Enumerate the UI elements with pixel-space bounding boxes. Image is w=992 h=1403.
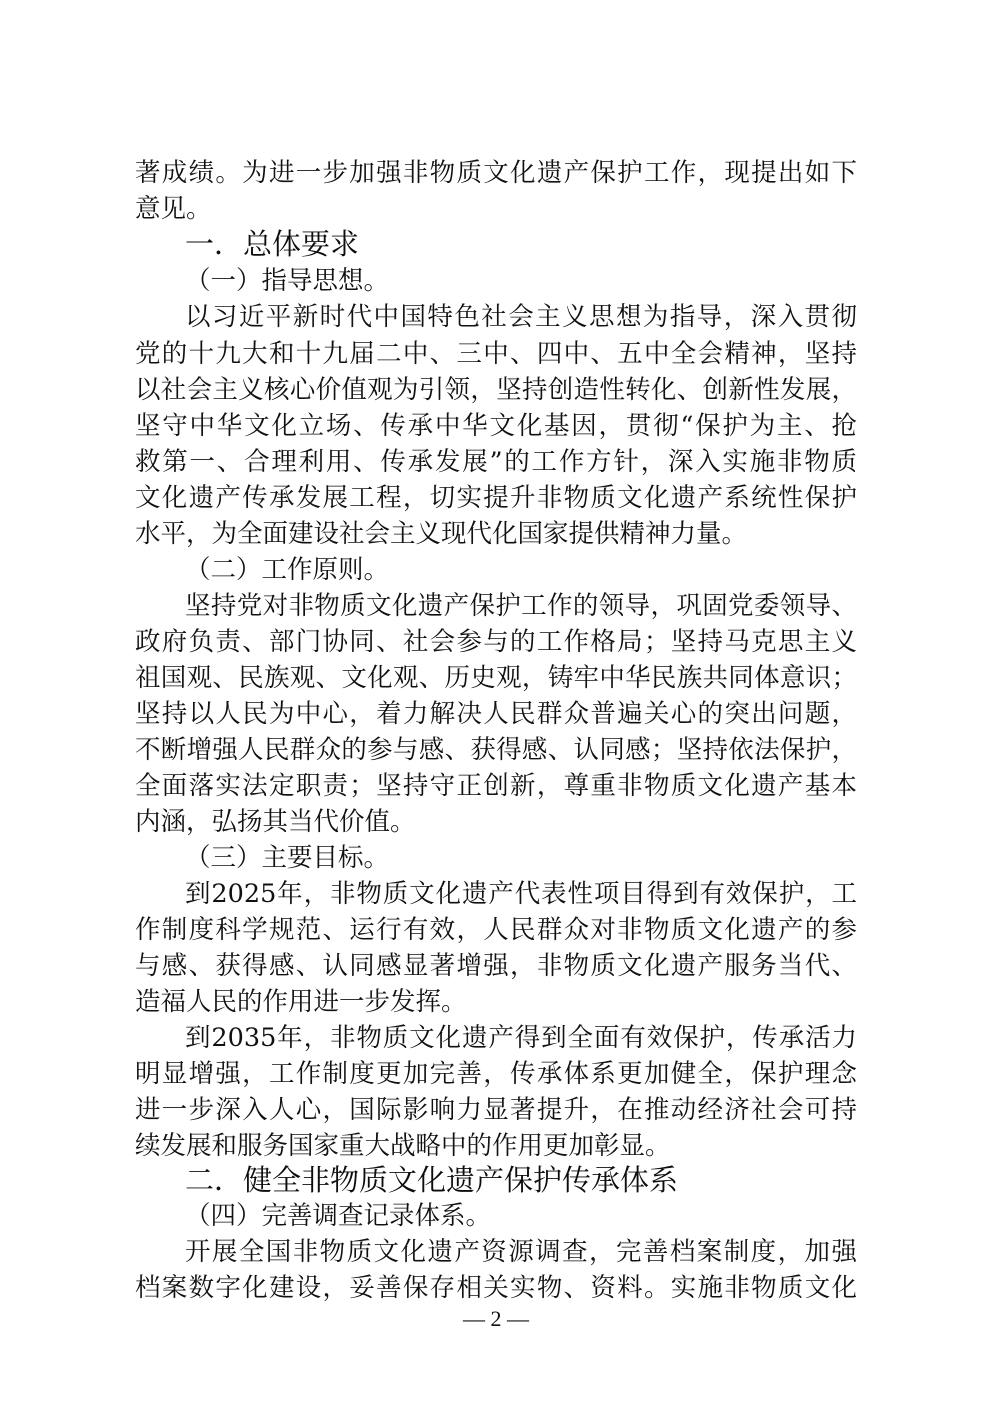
paragraph-line: 坚守中华文化立场、传承中华文化基因，贯彻“保护为主、抢 [135,411,857,441]
intro-line: 著成绩。为进一步加强非物质文化遗产保护工作，现提出如下 [135,158,857,188]
paragraph-line: 以社会主义核心价值观为引领，坚持创造性转化、创新性发展， [135,375,857,405]
paragraph-line: 文化遗产传承发展工程，切实提升非物质文化遗产系统性保护 [135,483,857,513]
paragraph-line: 党的十九大和十九届二中、三中、四中、五中全会精神，坚持 [135,339,857,369]
paragraph-line: 到2035年，非物质文化遗产得到全面有效保护，传承活力 [185,1023,857,1053]
page-number: — 2 — [463,1306,529,1331]
paragraph-line: 作制度科学规范、运行有效，人民群众对非物质文化遗产的参 [135,915,857,945]
paragraph-line: 坚持以人民为中心，着力解决人民群众普遍关心的突出问题， [135,699,857,729]
intro-line: 意见。 [135,194,212,224]
paragraph-line: 档案数字化建设，妥善保存相关实物、资料。实施非物质文化 [135,1273,857,1303]
paragraph-line: 以习近平新时代中国特色社会主义思想为指导，深入贯彻 [185,302,857,332]
paragraph-line: 祖国观、民族观、文化观、历史观，铸牢中华民族共同体意识； [135,663,857,693]
paragraph-line: 水平，为全面建设社会主义现代化国家提供精神力量。 [135,519,748,549]
section-heading-1: 一．总体要求 [185,227,360,261]
paragraph-line: 进一步深入人心，国际影响力显著提升，在推动经济社会可持 [135,1095,857,1125]
paragraph-line: 造福人民的作用进一步发挥。 [135,987,467,1017]
section-heading-2: 二．健全非物质文化遗产保护传承体系 [185,1163,679,1197]
paragraph-line: 坚持党对非物质文化遗产保护工作的领导，巩固党委领导、 [185,591,857,621]
paragraph-line: 与感、获得感、认同感显著增强，非物质文化遗产服务当代、 [135,951,857,981]
paragraph-line: 到2025年，非物质文化遗产代表性项目得到有效保护，工 [185,879,857,909]
subsection-heading-2: （二）工作原则。 [185,555,390,585]
paragraph-line: 救第一、合理利用、传承发展”的工作方针，深入实施非物质 [135,447,857,477]
paragraph-line: 开展全国非物质文化遗产资源调查，完善档案制度，加强 [185,1237,857,1267]
paragraph-line: 全面落实法定职责；坚持守正创新，尊重非物质文化遗产基本 [135,771,857,801]
paragraph-line: 内涵，弘扬其当代价值。 [135,807,416,837]
paragraph-line: 政府负责、部门协同、社会参与的工作格局；坚持马克思主义 [135,627,857,657]
paragraph-line: 不断增强人民群众的参与感、获得感、认同感；坚持依法保护， [135,735,857,765]
subsection-heading-1: （一）指导思想。 [185,266,390,296]
paragraph-line: 续发展和服务国家重大战略中的作用更加彰显。 [135,1131,671,1161]
subsection-heading-3: （三）主要目标。 [185,843,390,873]
subsection-heading-4: （四）完善调查记录体系。 [185,1201,492,1231]
paragraph-line: 明显增强，工作制度更加完善，传承体系更加健全，保护理念 [135,1059,857,1089]
